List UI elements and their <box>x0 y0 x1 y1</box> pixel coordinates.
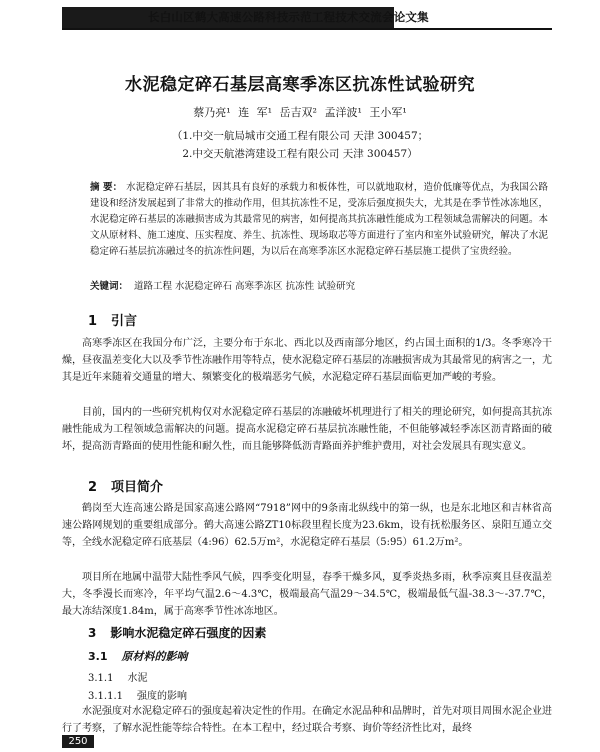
project-paragraph-1: 鹤岗至大连高速公路是国家高速公路网“7918”网中的9条南北纵线中的第一纵，也是东北地区和吉林省高速公路网规划的重要组成部分。鹤大高速公路ZT10标段里程长度为23.6km，设有抚松服务区、泉阳互通立交等，全线水泥稳定碎石底基层（4:96）62.5万m²，水泥稳定碎石基层（5:95）61.2万m²。 <box>62 503 552 548</box>
header-rule <box>62 28 552 30</box>
abstract-text: 水泥稳定碎石基层，因其具有良好的承载力和板体性，可以就地取材，造价低廉等优点，为我国公路建设和经济发展起到了非常大的推动作用，但其抗冻性不足，受冻后强度损失大，尤其是在季节性冰冻地区，水泥稳定碎石基层的冻融损害成为其最常见的病害，如何提高其抗冻融性能成为工程领域急需解决的问题。本文从原材料、施工速度、压实程度、养生、抗冻性、现场取芯等方面进行了室内和室外试验研究，解决了水泥稳定碎石基层抗冻融过冬的抗冻性问题，为以后在高寒季冻区水泥稳定碎石基层施工提供了宝贵经验。 <box>90 182 548 257</box>
page-number: 250 <box>62 735 94 748</box>
abstract-label: 摘 要： <box>90 182 123 193</box>
subsection-heading-3-1-1: 3.1.1 水泥 <box>88 673 148 684</box>
subsection-heading-3-1-1-1: 3.1.1.1 强度的影响 <box>88 691 187 702</box>
intro-paragraph-2: 目前，国内的一些研究机构仅对水泥稳定碎石基层的冻融破坏机理进行了相关的理论研究，如何提高其抗冻融性能成为工程领域急需解决的问题。提高水泥稳定碎石基层抗冻融性能，不但能够减轻季冻区沥青路面的破坏，提高沥青路面的使用性能和耐久性，而且能够降低沥青路面养护维护费用，对社会发展具有现实意义。 <box>62 407 552 452</box>
affiliation-2: 2.中交天航港湾建设工程有限公司 天津 300457） <box>182 148 418 160</box>
cement-paragraph: 水泥强度对水泥稳定碎石的强度起着决定性的作用。在确定水泥品种和品牌时，首先对项目周围水泥企业进行了考察，了解水泥性能等综合特性。在本工程中，经过联合考察、询价等经济性比对，最终 <box>62 706 552 734</box>
section-heading-1: 1 引言 <box>88 314 138 329</box>
affiliation-1: （1.中交一航局城市交通工程有限公司 天津 300457； <box>171 130 429 142</box>
project-paragraph-2: 项目所在地属中温带大陆性季风气候，四季变化明显，春季干燥多风，夏季炎热多雨，秋季凉爽且昼夜温差大，冬季漫长而寒冷，年平均气温2.6～4.3℃，极端最高气温29～34.5℃，极端最低气温-38.3～-37.7℃，最大冻结深度1.84m，属于高寒季节性冰冻地区。 <box>62 572 552 617</box>
author-list: 蔡乃亮¹ 连 军¹ 岳吉双² 孟洋波¹ 王小军¹ <box>193 106 407 119</box>
paper-title: 水泥稳定碎石基层高寒季冻区抗冻性试验研究 <box>125 75 475 95</box>
keywords <box>90 278 548 292</box>
subsection-heading-3-1: 3.1 原材料的影响 <box>88 650 188 663</box>
section-heading-3: 3 影响水泥稳定碎石强度的因素 <box>88 626 267 640</box>
running-header: 长白山区鹤大高速公路科技示范工程技术交流会论文集 <box>148 10 429 24</box>
keywords-label: 关键词： <box>90 281 129 292</box>
keywords-text: 道路工程 水泥稳定碎石 高寒季冻区 抗冻性 试验研究 <box>134 281 356 292</box>
abstract <box>90 180 548 260</box>
section-heading-2: 2 项目简介 <box>88 480 164 495</box>
intro-paragraph-1: 高寒季冻区在我国分布广泛，主要分布于东北、西北以及西南部分地区，约占国土面积的1/3。冬季寒冷干燥，昼夜温差变化大以及季节性冻融作用等特点，使水泥稳定碎石基层的冻融损害成为其最常见的病害之一，尤其是近年来随着交通量的增大、频繁变化的极端恶劣气候，水泥稳定碎石基层面临更加严峻的考验。 <box>62 338 552 383</box>
